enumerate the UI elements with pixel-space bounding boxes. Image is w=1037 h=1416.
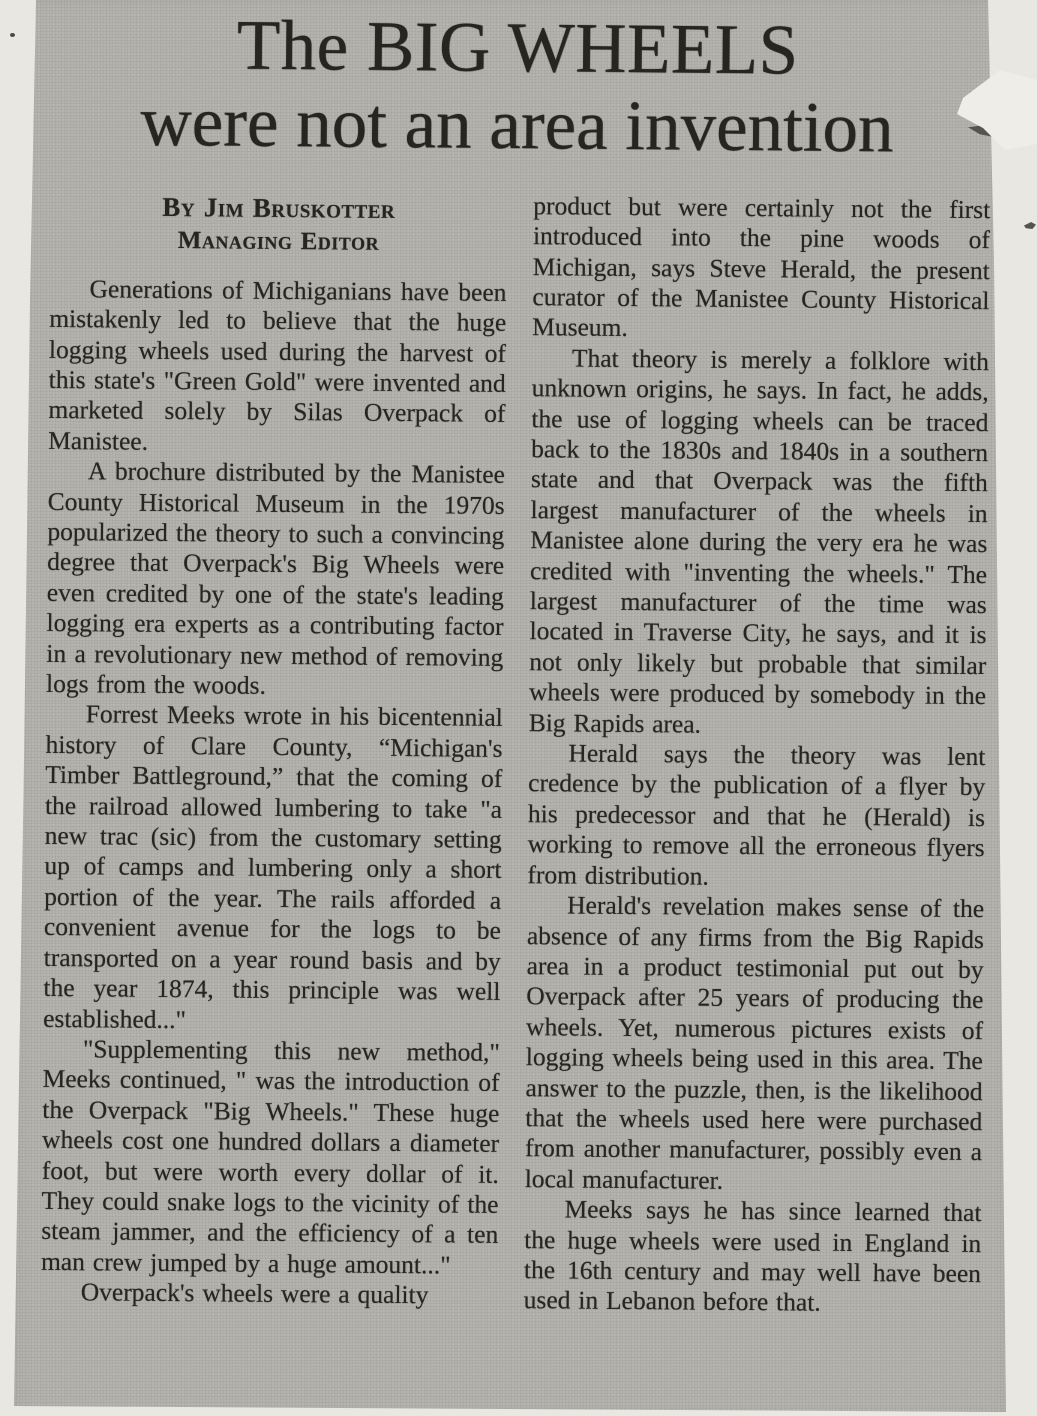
byline-author: By Jim Bruskotter bbox=[162, 191, 396, 224]
article-paragraph: Herald says the theory was lent credence by the publication of a flyer by his predecessor and that he (Herald) is working to remove all the erroneous flyers from distribution. bbox=[527, 738, 986, 891]
article-paragraph: A brochure distributed by the Manistee County Historical Museum in the 1970s popularized the theory to such a convincing degree that Overpack's Big Wheels were even credited by one of the state's leading logging era experts as a contributing factor in a revolutionary new method of removing logs from the woods. bbox=[45, 456, 506, 700]
article bbox=[33, 4, 992, 1320]
scan-speck bbox=[10, 33, 15, 37]
edge-tear-speck bbox=[1024, 222, 1036, 229]
article-paragraph: Overpack's wheels were a quality bbox=[80, 1277, 429, 1310]
headline-line2: were not an area invention bbox=[140, 83, 894, 168]
article-columns bbox=[41, 187, 991, 1320]
article-headline bbox=[43, 6, 992, 169]
column-left-paragraphs bbox=[41, 274, 507, 1312]
article-paragraph: Forrest Meeks wrote in his bicentennial history of Clare County, “Michigan's Timber Battleground,” that the coming of the railroad allowed lumbering to take "a new trac (sic) from the customary setting up of camps and lumbering only a short portion of the year. The rails afforded a convenient avenue for the logs to be transported on a year round basis and by the year 1874, this principle was well established..." bbox=[43, 699, 503, 1034]
column-right-paragraphs bbox=[524, 191, 991, 1320]
byline bbox=[50, 187, 508, 260]
article-paragraph: Herald's revelation makes sense of the absence of any firms from the Big Rapids area in a product testimonial put out by Overpack after 25 years of producing the wheels. Yet, numerous pictures exists of logging wheels being used in this area. The answer to the puzzle, then, is the likelihood that the wheels used here were purchased from another manufacturer, possibly even a local manufacturer. bbox=[524, 890, 985, 1195]
article-paragraph: Generations of Michiganians have been mistakenly led to believe that the huge logging wheels used during the harvest of this state's "Green Gold" were invented and marketed solely by Silas Overpack of Manistee. bbox=[48, 274, 507, 456]
article-paragraph: "Supplementing this new method," Meeks continued, " was the introduction of the Overpack "Big Wheels." These huge wheels cost one hundred dollars a diameter foot, but were worth every dollar of it. They could snake logs to the vicinity of the steam jammer, and the efficiency of a ten man crew jumped by a huge amount..." bbox=[40, 1034, 501, 1280]
headline-line1: The BIG WHEELS bbox=[236, 6, 799, 90]
byline-role: Managing Editor bbox=[177, 226, 380, 256]
article-paragraph: That theory is merely a folklore with unknown origins, he says. In fact, he adds, the use of logging wheels can be traced back to the 1830s and 1840s in a southern state and that Overpack was the fifth largest manufacturer of the wheels in Manistee alone during the very era he was credited with "inventing the wheels." The largest manufacturer of the time was located in Traverse City, he says, and it is not only likely but probable that similar wheels were produced by somebody in the Big Rapids area. bbox=[528, 343, 990, 739]
article-paragraph: Meeks says he has since learned that the huge wheels were used in England in the 16th century and may well have been used in Lebanon before that. bbox=[523, 1194, 982, 1318]
column-left bbox=[41, 187, 508, 1316]
column-right bbox=[524, 191, 991, 1320]
article-paragraph: product but were certainly not the first introduced into the pine woods of Michigan, says Steve Herald, the present curator of the Manistee County Historical Museum. bbox=[532, 190, 991, 343]
